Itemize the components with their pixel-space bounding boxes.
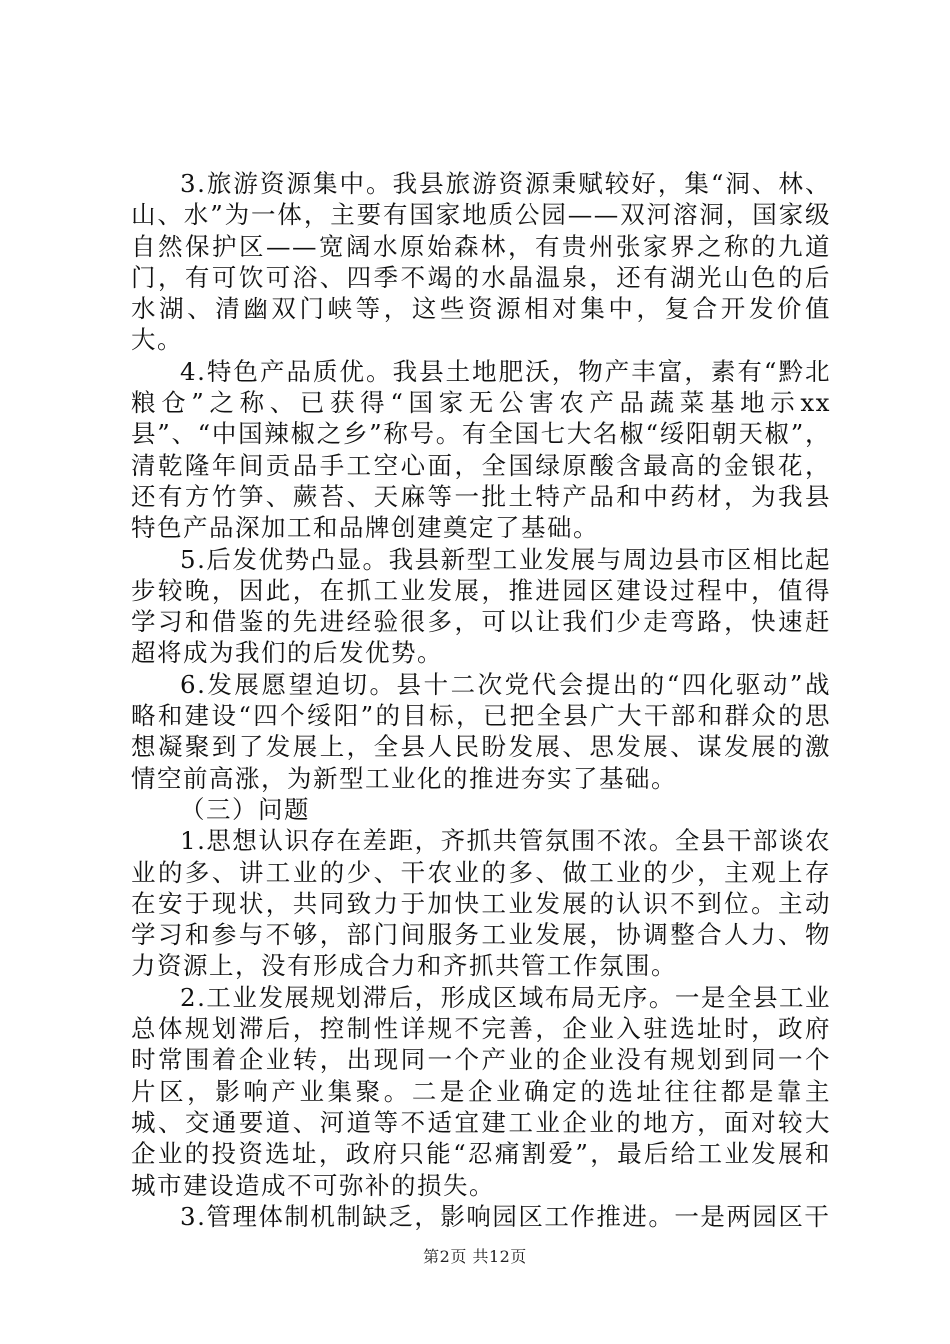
paragraph-tourism-resources: 3.旅游资源集中。我县旅游资源秉赋较好，集“洞、林、山、水”为一体，主要有国家地质公园——双河溶洞，国家级自然保护区——宽阔水原始森林，有贵州张家界之称的九道门，有可饮可浴、四季不竭的水晶温泉，还有湖光山色的后水湖、清幽双门峡等，这些资源相对集中，复合开发价值大。 — [131, 169, 831, 355]
page-number-label: 第2页 共12页 — [423, 1247, 527, 1266]
page-footer — [0, 1244, 950, 1267]
section-heading-problems: （三）问题 — [180, 794, 310, 824]
paragraph-problem-management: 3.管理体制机制缺乏，影响园区工作推进。一是两园区干 — [180, 1201, 831, 1231]
paragraph-development-aspiration: 6.发展愿望迫切。县十二次党代会提出的“四化驱动”战略和建设“四个绥阳”的目标，已把全县广大干部和群众的思想凝聚到了发展上，全县人民盼发展、思发展、谋发展的激情空前高涨，为新型工业化的推进夯实了基础。 — [131, 669, 831, 793]
paragraph-problem-awareness: 1.思想认识存在差距，齐抓共管氛围不浓。全县干部谈农业的多、讲工业的少、干农业的多、做工业的少，主观上存在安于现状，共同致力于加快工业发展的认识不到位。主动学习和参与不够，部门间服务工业发展，协调整合人力、物力资源上，没有形成合力和齐抓共管工作氛围。 — [131, 826, 831, 981]
paragraph-specialty-products: 4.特色产品质优。我县土地肥沃，物产丰富，素有“黔北粮仓”之称、已获得“国家无公害农产品蔬菜基地示xx县”、“中国辣椒之乡”称号。有全国七大名椒“绥阳朝天椒”，清乾隆年间贡品手工空心面，全国绿原酸含最高的金银花，还有方竹笋、蕨苔、天麻等一批土特产品和中药材，为我县特色产品深加工和品牌创建奠定了基础。 — [131, 356, 831, 543]
paragraph-late-mover-advantage: 5.后发优势凸显。我县新型工业发展与周边县市区相比起步较晚，因此，在抓工业发展，推进园区建设过程中，值得学习和借鉴的先进经验很多，可以让我们少走弯路，快速赶超将成为我们的后发优势。 — [131, 544, 831, 668]
document-body — [131, 168, 831, 1232]
paragraph-problem-planning: 2.工业发展规划滞后，形成区域布局无序。一是全县工业总体规划滞后，控制性详规不完善，企业入驻选址时，政府时常围着企业转，出现同一个产业的企业没有规划到同一个片区，影响产业集聚。二是企业确定的选址往往都是靠主城、交通要道、河道等不适宜建工业企业的地方，面对较大企业的投资选址，政府只能“忍痛割爱”，最后给工业发展和城市建设造成不可弥补的损失。 — [131, 982, 831, 1200]
